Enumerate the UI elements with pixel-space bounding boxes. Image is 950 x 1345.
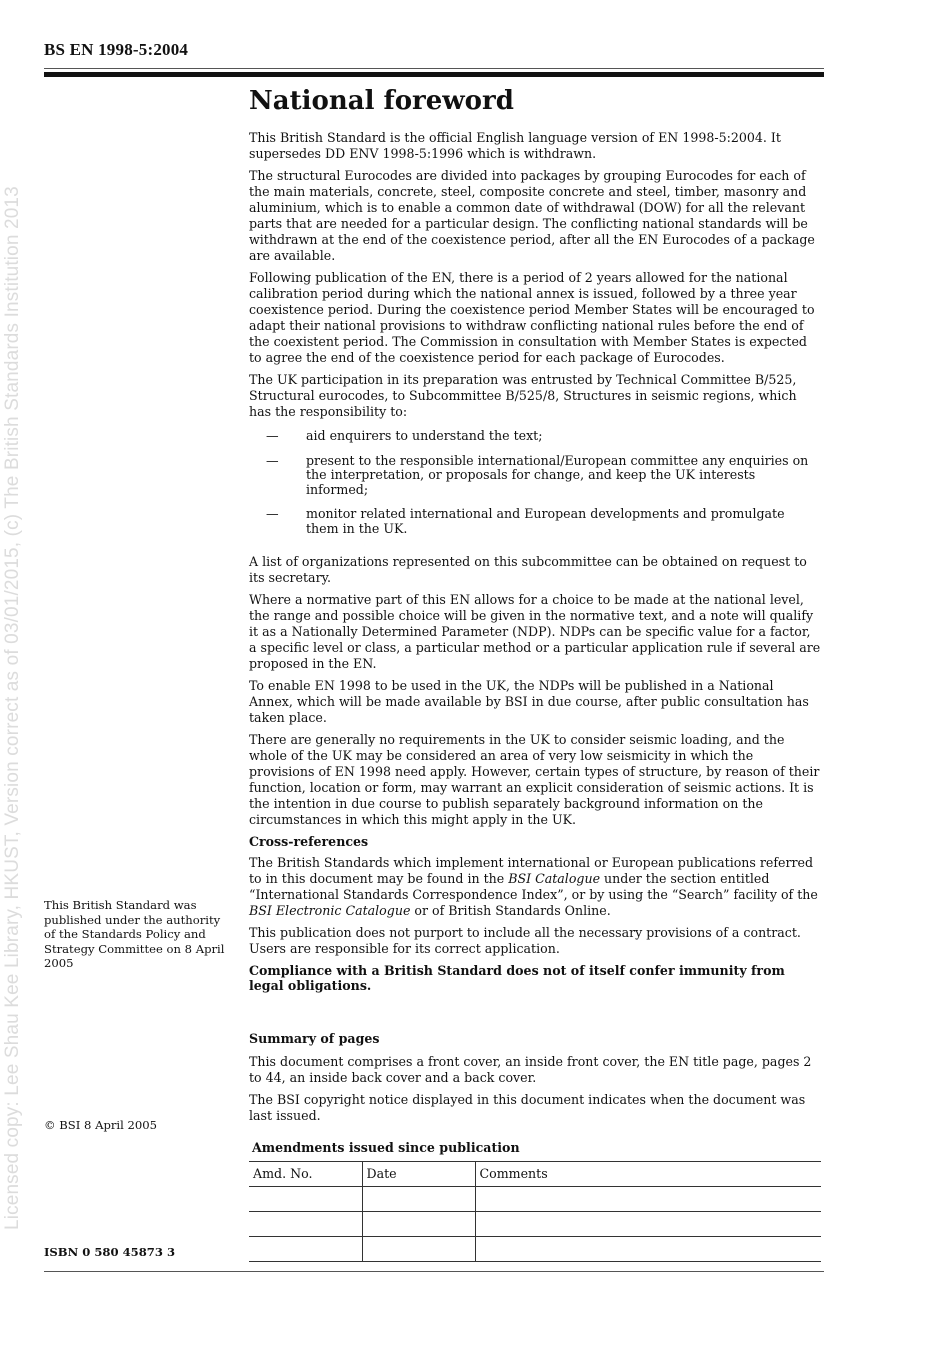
list-item (249, 507, 821, 536)
list-item-text: monitor related international and European developments and promulgate them in the UK. (306, 506, 785, 536)
paragraph-crossref (249, 855, 821, 919)
paragraph-ndp: Where a normative part of this EN allows for a choice to be made at the national level, the range and possible choice will be given in the normative text, and a note will qualify it as a Nationally Determined Parameter (NDP). NDPs can be specific value for a factor, a specific level or class, a particular method or a particular application rule if several are proposed in the EN. (249, 592, 821, 671)
table-cell (249, 1212, 362, 1237)
dash-marker: — (266, 428, 279, 443)
table-header-row (249, 1162, 821, 1187)
responsibility-list (249, 429, 821, 536)
table-cell (249, 1187, 362, 1212)
crossref-text-c: under the section entitled “International Standards Correspondence Index”, or by using the “Search” facility of the (249, 871, 818, 902)
paragraph-eurocodes: The structural Eurocodes are divided into packages by grouping Eurocodes for each of the main materials, concrete, steel, composite concrete and steel, timber, masonry and aluminium, which is to enable a common date of withdrawal (DOW) for all the relevant parts that are needed for a particular design. The conflicting national standards will be withdrawn at the end of the coexistence period, after all the EN Eurocodes of a package are available. (249, 168, 815, 263)
column-header-date: Date (362, 1162, 475, 1187)
list-item (249, 454, 821, 498)
table-row (249, 1237, 821, 1262)
copyright-note: © BSI 8 April 2005 (44, 1118, 158, 1132)
crossref-text-e: or of British Standards Online. (410, 903, 611, 918)
crossref-heading: Cross-references (249, 834, 369, 849)
publication-note: This British Standard was published under the authority of the Standards Policy and Strategy Committee on 8 April 2005 (44, 898, 225, 970)
page-title: National foreword (249, 86, 514, 116)
bsi-catalogue-title: BSI Catalogue (508, 871, 601, 886)
amendments-heading: Amendments issued since publication (252, 1140, 520, 1155)
paragraph-calibration: Following publication of the EN, there is a period of 2 years allowed for the national calibration period during which the national annex is issued, followed by a three year coexistence period. During the coexistence period Member States will be encouraged to adapt their national provisions to withdraw conflicting national rules before the end of the coexistent period. The Commission in consultation with Member States is expected to agree the end of the coexistence period for each package of Eurocodes. (249, 270, 815, 365)
paragraph-supersedes: This British Standard is the official English language version of EN 1998-5:2004. It supersedes DD ENV 1998-5:1996 which is withdrawn. (249, 130, 781, 161)
dash-marker: — (266, 506, 279, 521)
table-cell (249, 1237, 362, 1262)
header-rule-thick (44, 72, 824, 77)
list-item-text: present to the responsible international/European committee any enquiries on the interpretation, or proposals for change, and keep the UK interests informed; (306, 452, 809, 497)
table-cell (362, 1212, 475, 1237)
isbn-number: ISBN 0 580 45873 3 (44, 1245, 176, 1259)
document-code: BS EN 1998-5:2004 (44, 40, 189, 59)
summary-pages: This document comprises a front cover, an inside front cover, the EN title page, pages 2 to 44, an inside back cover and a back cover. (249, 1054, 812, 1085)
paragraph-uk-participation: The UK participation in its preparation was entrusted by Technical Committee B/525, Structural eurocodes, to Subcommittee B/525/8, Structures in seismic regions, which has the responsibility to: (249, 372, 797, 419)
paragraph-contract: This publication does not purport to include all the necessary provisions of a contract. Users are responsible for its correct application. (249, 925, 801, 956)
compliance-statement: Compliance with a British Standard does not of itself confer immunity from legal obligations. (249, 963, 785, 993)
footer-rule (44, 1271, 824, 1272)
list-item-text: aid enquirers to understand the text; (306, 428, 543, 443)
table-cell (475, 1237, 821, 1262)
column-header-amd-no: Amd. No. (249, 1162, 362, 1187)
summary-heading: Summary of pages (249, 1031, 380, 1046)
dash-marker: — (266, 452, 279, 468)
paragraph-organizations: A list of organizations represented on this subcommittee can be obtained on request to its secretary. (249, 554, 807, 585)
amendments-table (249, 1161, 821, 1262)
bsi-electronic-catalogue-title: BSI Electronic Catalogue (249, 903, 411, 918)
header-rule-thin (44, 68, 824, 69)
table-cell (362, 1187, 475, 1212)
table-row (249, 1187, 821, 1212)
table-cell (475, 1187, 821, 1212)
summary-copyright: The BSI copyright notice displayed in this document indicates when the document was last issued. (249, 1092, 806, 1123)
table-row (249, 1212, 821, 1237)
paragraph-seismic: There are generally no requirements in the UK to consider seismic loading, and the whole of the UK may be considered an area of very low seismicity in which the provisions of EN 1998 need apply. However, certain types of structure, by reason of their function, location or form, may warrant an explicit consideration of seismic actions. It is the intention in due course to publish separately background information on the circumstances in which this might apply in the UK. (249, 732, 820, 827)
table-cell (362, 1237, 475, 1262)
column-header-comments: Comments (475, 1162, 821, 1187)
paragraph-national-annex: To enable EN 1998 to be used in the UK, the NDPs will be published in a National Annex, which will be made available by BSI in due course, after public consultation has taken place. (249, 678, 809, 725)
license-watermark: Licensed copy: Lee Shau Kee Library, HKUST, Version correct as of 03/01/2015, (c) The British Standards Institution 2013 (2, 186, 23, 1230)
list-item (249, 429, 821, 444)
crossref-text-a: The British Standards which implement international or European publications referred to in this document may be found in the (249, 855, 814, 886)
table-cell (475, 1212, 821, 1237)
foreword-body (249, 84, 821, 1262)
